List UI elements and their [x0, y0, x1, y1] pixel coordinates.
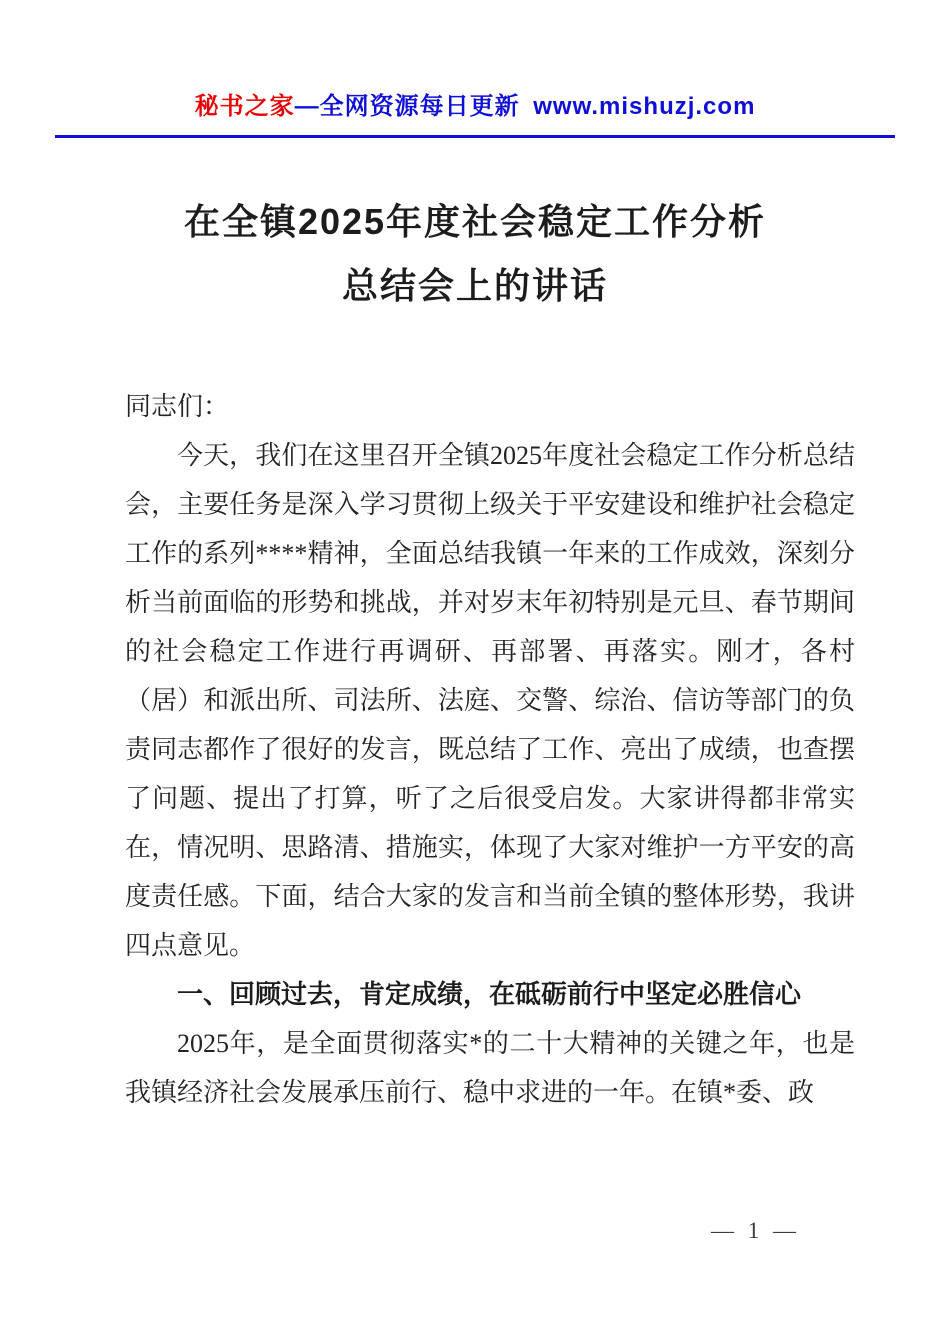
site-url-link[interactable]: www.mishuzj.com: [533, 93, 756, 120]
site-tagline: —全网资源每日更新: [294, 93, 528, 120]
paragraph-2: 2025年，是全面贯彻落实*的二十大精神的关键之年，也是我镇经济社会发展承压前行、稳中求进的一年。在镇*委、政: [125, 1029, 855, 1107]
salutation: 同志们：: [125, 392, 230, 421]
title-line-2: 总结会上的讲话: [341, 265, 608, 306]
paragraph-1: 今天，我们在这里召开全镇2025年度社会稳定工作分析总结会，主要任务是深入学习贯彻上级关于平安建设和维护社会稳定工作的系列****精神，全面总结我镇一年来的工作成效，深刻分析当前面临的形势和挑战，并对岁末年初特别是元旦、春节期间的社会稳定工作进行再调研、再部署、再落实。刚才，各村（居）和派出所、司法所、法庭、交警、综治、信访等部门的负责同志都作了很好的发言，既总结了工作、亮出了成绩，也查摆了问题、提出了打算，听了之后很受启发。大家讲得都非常实在，情况明、思路清、措施实，体现了大家对维护一方平安的高度责任感。下面，结合大家的发言和当前全镇的整体形势，我讲四点意见。: [125, 441, 855, 960]
title-line-1: 在全镇2025年度社会稳定工作分析: [183, 201, 767, 242]
site-name: 秘书之家: [194, 93, 295, 120]
site-header: [0, 0, 950, 121]
section-heading-1: 一、回顾过去，肯定成绩，在砥砺前行中坚定必胜信心: [177, 979, 802, 1009]
page-number: — 1 —: [711, 1218, 800, 1243]
document-body: [125, 382, 855, 1117]
document-title: [60, 190, 890, 318]
header-divider: [55, 135, 895, 138]
